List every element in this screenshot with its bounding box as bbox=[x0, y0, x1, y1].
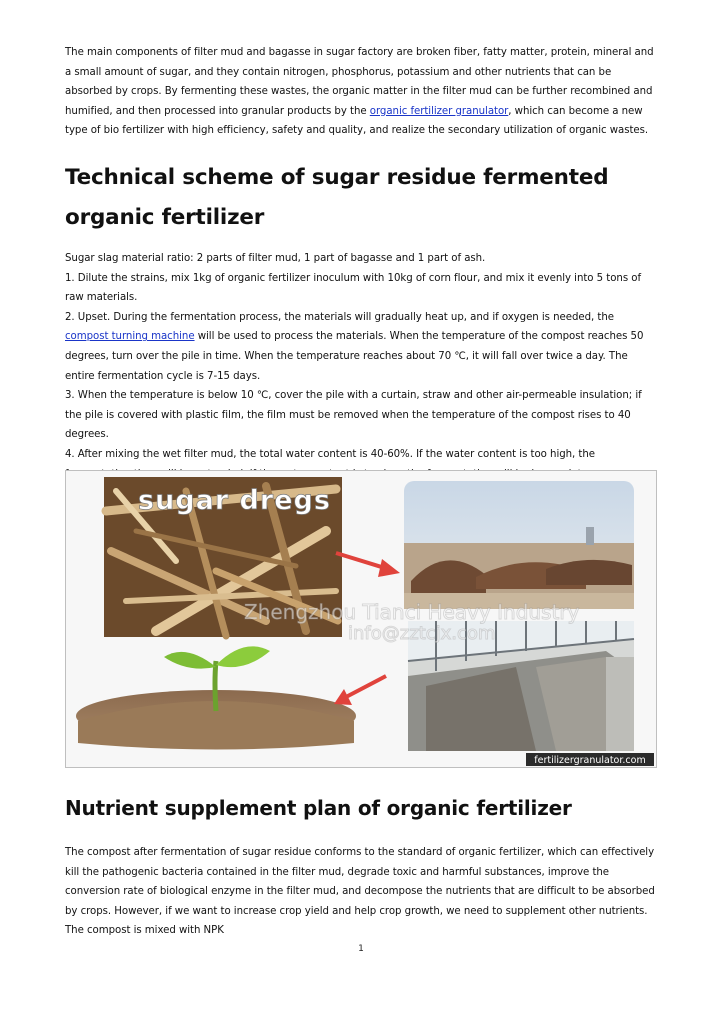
step-4: 4. After mixing the wet filter mud, the total water content is 40-60%. If the water content is too high, the bbox=[65, 448, 595, 460]
sugar-dregs-label: sugar dregs bbox=[138, 485, 331, 516]
step-1: 1. Dilute the strains, mix 1kg of organic fertilizer inoculum with 10kg of corn flour, and mix it evenly into 5 tons of raw materials. bbox=[65, 272, 641, 304]
sugar-dregs-composting-figure bbox=[65, 470, 657, 768]
site-label: fertilizergranulator.com bbox=[534, 755, 646, 766]
scheme-body bbox=[65, 249, 657, 484]
material-ratio: Sugar slag material ratio: 2 parts of filter mud, 1 part of bagasse and 1 part of ash. bbox=[65, 253, 486, 264]
scheme-heading: Technical scheme of sugar residue fermented organic fertilizer bbox=[65, 165, 609, 230]
compost-piles-photo bbox=[404, 481, 634, 609]
step-2-text: 2. Upset. During the fermentation process, the materials will gradually heat up, and if oxygen is needed, the bbox=[65, 311, 614, 323]
supplement-heading: Nutrient supplement plan of organic fertilizer bbox=[65, 796, 572, 820]
intro-paragraph bbox=[65, 43, 657, 141]
compost-turning-machine-link[interactable]: compost turning machine bbox=[65, 331, 195, 343]
step-2 bbox=[65, 308, 657, 386]
intro-text-continued: , which can become a new type of bio fertilizer with high efficiency, safety and quality, and realize the secondary utilization of organic wastes. bbox=[65, 105, 649, 137]
figure-illustration bbox=[66, 471, 656, 767]
watermark-line-1: Zhengzhou Tianci Heavy Industry bbox=[244, 600, 580, 624]
watermark-line-2: info@zztcjx.com bbox=[348, 623, 496, 644]
step-3: 3. When the temperature is below 10 ℃, cover the pile with a curtain, straw and other air-permeable insulation; if the pile is covered with plastic film, the film must be removed when the temperature of the compost rises to 40 degrees. bbox=[65, 390, 642, 441]
supplement-paragraph: The compost after fermentation of sugar residue conforms to the standard of organic fertilizer, which can effectively kill the pathogenic bacteria contained in the filter mud, degrade toxic and harmful substances, improve the conversion rate of biological enzyme in the filter mud, and decompose the nutrients that are difficult to be absorbed by crops. However, if we want to increase crop yield and help crop growth, we need to supplement other nutrients. The compost is mixed with NPK bbox=[65, 847, 655, 937]
step-2-text-continued: will be used to process the materials. When the temperature of the compost reaches 50 degrees, turn over the pile in time. When the temperature reaches about 70 ℃, it will fall over twice a day. The entire fermentation cycle is 7-15 days. bbox=[65, 331, 644, 382]
page-number: 1 bbox=[358, 944, 364, 954]
organic-fertilizer-granulator-link[interactable]: organic fertilizer granulator bbox=[369, 105, 509, 117]
intro-text: The main components of filter mud and bagasse in sugar factory are broken fiber, fatty matter, protein, mineral and a small amount of sugar, and they contain nitrogen, phosphorus, potassium and other nutrients that can be absorbed by crops. By fermenting these wastes, the organic matter in the filter mud can be further recombined and humified, and then processed into granular products by the bbox=[65, 47, 654, 117]
